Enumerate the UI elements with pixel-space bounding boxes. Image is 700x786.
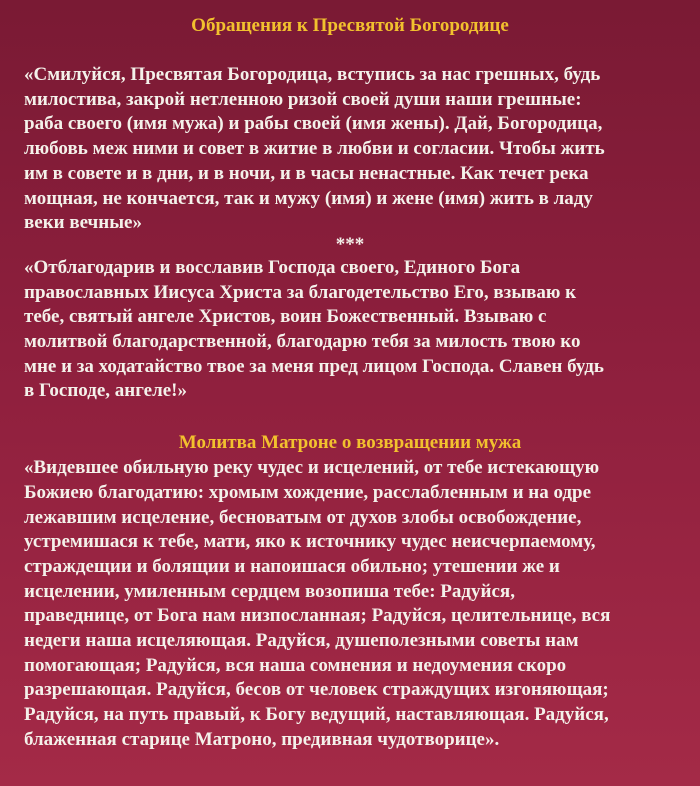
prayer-line: мощная, не кончается, так и мужу (имя) и жене (имя) жить в ладу — [24, 187, 593, 209]
section-title-theotokos: Обращения к Пресвятой Богородице — [191, 15, 509, 36]
prayer-line: праведнице, от Бога нам низпосланная; Радуйся, целительнице, вся — [24, 605, 611, 627]
prayer-line: «Видевшее обильную реку чудес и исцелений, от тебе истекающую — [24, 457, 600, 479]
prayer-line: блаженная старице Матроно, предивная чудотворице». — [24, 728, 500, 750]
prayer-line: «Отблагодарив и восславив Господа своего, Единого Бога — [24, 256, 521, 278]
prayer-line: лежавшим исцеление, бесноватым от духов злобы освобождение, — [24, 506, 582, 528]
prayer-line: милостива, закрой нетленною ризой своей души наши грешные: — [24, 88, 582, 110]
prayer-line: им в совете и в дни, и в ночи, и в часы ненастные. Как течет река — [24, 162, 589, 184]
prayer-line: помогающая; Радуйся, вся наша сомнения и недоумения скоро — [24, 654, 567, 676]
prayer-line: тебе, святый ангеле Христов, воин Божественный. Взываю с — [24, 306, 547, 328]
prayer-line: Радуйся, на путь правый, к Богу ведущий, наставляющая. Радуйся, — [24, 704, 609, 726]
prayer-line: молитвой благодарственной, благодарю тебя за милость твою ко — [24, 331, 581, 353]
prayer-line: православных Иисуса Христа за благодетельство Его, взываю к — [24, 281, 577, 303]
prayer-line: устремишася к тебе, мати, яко к источнику чудес неисчерпаемому, — [24, 531, 596, 553]
prayer-line: веки вечные» — [24, 212, 142, 234]
prayer-line: любовь меж ними и совет в житие в любви и согласии. Чтобы жить — [24, 138, 605, 160]
prayer-line: исцелении, умиленным сердцем возопиша тебе: Радуйся, — [24, 580, 515, 602]
prayer-line: страждещии и болящии и напоишася обильно; утешении же и — [24, 555, 560, 577]
prayer-angel — [24, 256, 676, 404]
prayer-theotokos — [24, 63, 676, 236]
prayer-line: мне и за ходатайство твое за меня пред лицом Господа. Славен будь — [24, 355, 604, 377]
section-title-matrona: Молитва Матроне о возвращении мужа — [178, 432, 522, 454]
separator-asterisks: *** — [335, 233, 365, 255]
prayer-line: раба своего (имя мужа) и рабы своей (имя жены). Дай, Богородица, — [24, 113, 603, 135]
section-gap — [24, 404, 676, 432]
prayer-line: в Господе, ангеле!» — [24, 380, 187, 402]
prayer-line: разрешающая. Радуйся, бесов от человек страждущих изгоняющая; — [24, 679, 609, 701]
prayer-line: недеги наша исцеляющая. Радуйся, душеполезными советы нам — [24, 630, 579, 652]
prayer-line: «Смилуйся, Пресвятая Богородица, вступись за нас грешных, будь — [24, 64, 601, 85]
prayer-matrona — [24, 456, 676, 752]
prayer-line: Божиею благодатию: хромым хождение, расслабленным и на одре — [24, 481, 592, 503]
